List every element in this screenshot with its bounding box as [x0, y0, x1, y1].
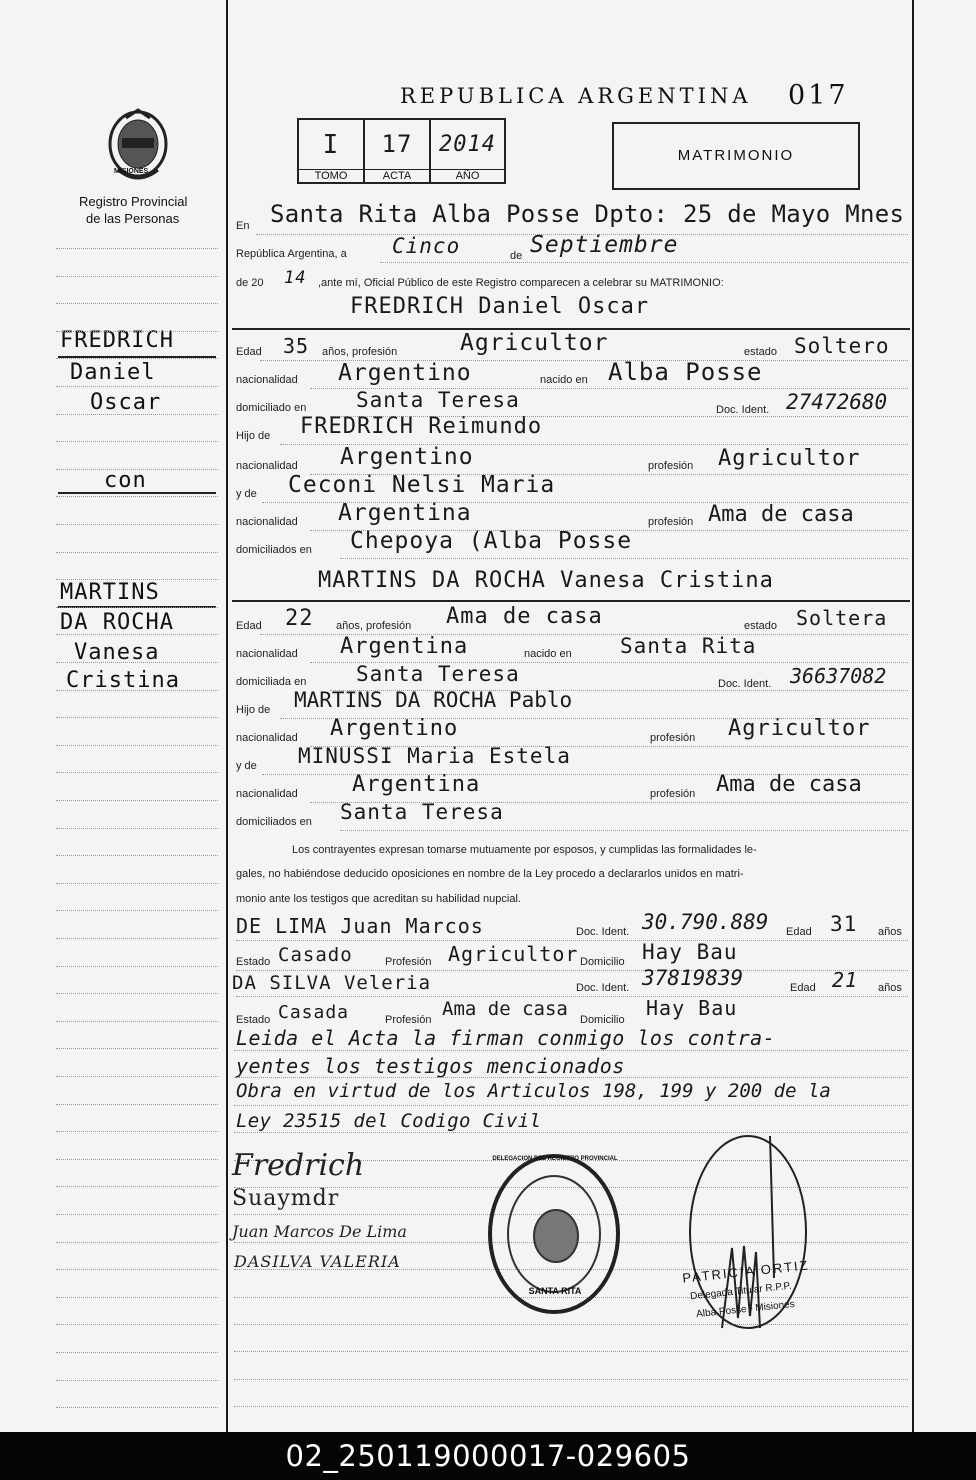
body-rule-line: [234, 1105, 908, 1106]
seal-ring-text: DELEGACION DEL REGISTRO PROVINCIAL: [492, 1156, 618, 1162]
margin-rule-line: [56, 1214, 218, 1215]
margin-bride-surname1: MARTINS: [60, 580, 160, 605]
bride-estado: Soltera: [796, 606, 888, 630]
groom-domicilio: Santa Teresa: [356, 388, 520, 412]
witness2-estado-label: Estado: [236, 1014, 271, 1026]
groom-nac-label: nacionalidad: [236, 374, 298, 386]
bride-madre-nac: Argentina: [352, 772, 481, 797]
signature-bride: Suaymdr: [232, 1186, 340, 1211]
margin-rule-line: [56, 800, 218, 801]
witness1-estado: Casado: [278, 944, 353, 966]
field-rule: [380, 262, 908, 263]
margin-rule-line: [56, 496, 218, 497]
margin-rule-line: [56, 1407, 218, 1408]
month-value: Septiembre: [530, 232, 679, 258]
bride-padres-domicilio: Santa Teresa: [340, 800, 504, 824]
republica-label: República Argentina, a: [236, 248, 347, 260]
witness1-doc: 30.790.889: [642, 910, 769, 934]
margin-bride-name1: Vanesa: [74, 640, 160, 665]
margin-rule-line: [56, 855, 218, 856]
bride-padre-nac-label: nacionalidad: [236, 732, 298, 744]
bride-domic-label: domiciliada en: [236, 676, 307, 688]
witness2-edad: 21: [832, 968, 859, 992]
bride-padre: MARTINS DA ROCHA Pablo: [294, 688, 573, 712]
margin-rule-line: [56, 276, 218, 277]
year-prefix: de 20: [236, 277, 264, 289]
witness2-name: DA SILVA Veleria: [232, 972, 432, 994]
field-rule: [236, 996, 908, 997]
margin-rule-line: [56, 717, 218, 718]
groom-edad: 35: [283, 334, 310, 358]
groom-madre: Ceconi Nelsi Maria: [288, 472, 556, 498]
bride-doc-label: Doc. Ident.: [718, 678, 772, 690]
groom-doc: 27472680: [786, 390, 888, 414]
field-rule: [236, 940, 908, 941]
witness1-estado-label: Estado: [236, 956, 271, 968]
margin-rule-line: [56, 993, 218, 994]
groom-nacido: Alba Posse: [608, 358, 763, 386]
officer-location: Alba Posse - Misiones: [695, 1298, 796, 1321]
margin-rule-line: [56, 634, 218, 635]
margin-rule-line: [56, 441, 218, 442]
groom-madre-prof-label: profesión: [648, 516, 694, 528]
margin-bride-name2: Cristina: [66, 668, 180, 693]
body-rule-line: [234, 1077, 908, 1078]
margin-rule-line: [56, 1021, 218, 1022]
en-label: En: [236, 220, 250, 232]
margin-rule-line: [56, 303, 218, 304]
bride-padre-prof: Agricultor: [728, 716, 871, 741]
registry-name-line2: de las Personas: [86, 211, 180, 226]
witness1-profesion: Agricultor: [448, 942, 579, 966]
witness1-doc-label: Doc. Ident.: [576, 926, 630, 938]
bride-nacionalidad: Argentina: [340, 634, 469, 659]
bride-madre-prof-label: profesión: [650, 788, 696, 800]
witness2-dom-label: Domicilio: [580, 1014, 625, 1026]
note-line3: Obra en virtud de los Articulos 198, 199 y 200 de la: [236, 1080, 831, 1102]
field-rule: [340, 830, 908, 831]
bride-yde-label: y de: [236, 760, 257, 772]
witness1-name: DE LIMA Juan Marcos: [236, 914, 484, 938]
margin-rule-line: [56, 552, 218, 553]
margin-groom-name2: Oscar: [90, 390, 162, 415]
bride-full-name: MARTINS DA ROCHA Vanesa Cristina: [318, 568, 774, 593]
bride-domicilio: Santa Teresa: [356, 662, 520, 686]
margin-rule-line: [56, 524, 218, 525]
margin-rule-line: [56, 745, 218, 746]
margin-rule-line: [56, 579, 218, 580]
field-rule: [236, 970, 908, 971]
body-rule-line: [234, 1351, 908, 1352]
bride-padre-prof-label: profesión: [650, 732, 696, 744]
witness2-doc: 37819839: [642, 966, 744, 990]
margin-rule-line: [56, 1324, 218, 1325]
margin-underline: [58, 492, 216, 494]
margin-rule-line: [56, 883, 218, 884]
bride-padre-nac: Argentino: [330, 716, 459, 741]
groom-nacido-label: nacido en: [540, 374, 588, 386]
groom-domics-label: domiciliados en: [236, 544, 312, 556]
intro-text: ,ante mí, Oficial Público de este Registro comparecen a celebrar su MATRIMONIO:: [318, 277, 724, 289]
witness2-prof-label: Profesión: [385, 1014, 432, 1026]
margin-rule-line: [56, 828, 218, 829]
note-line2: yentes los testigos mencionados: [236, 1054, 625, 1078]
groom-hijo-label: Hijo de: [236, 430, 271, 442]
emblem-label: MISIONES: [114, 168, 149, 175]
margin-rule-line: [56, 1104, 218, 1105]
margin-rule-line: [56, 1269, 218, 1270]
margin-rule-line: [56, 386, 218, 387]
margin-rule-line: [56, 358, 218, 359]
margin-rule-line: [56, 910, 218, 911]
ano-value: 2014: [439, 132, 496, 157]
witness2-edad-label: Edad: [790, 982, 816, 994]
margin-groom-name1: Daniel: [70, 360, 156, 385]
groom-full-name: FREDRICH Daniel Oscar: [350, 294, 650, 319]
groom-anos-prof-label: años, profesión: [322, 346, 398, 358]
witness1-prof-label: Profesión: [385, 956, 432, 968]
bride-profesion: Ama de casa: [446, 604, 603, 629]
margin-bride-surname2: DA ROCHA: [60, 610, 174, 635]
witness1-dom-label: Domicilio: [580, 956, 625, 968]
note-line1: Leida el Acta la firman conmigo los contra-: [236, 1026, 776, 1050]
acta-label: ACTA: [365, 169, 429, 182]
bride-hijo-label: Hijo de: [236, 704, 271, 716]
margin-rule-line: [56, 772, 218, 773]
signature-groom: Fredrich: [232, 1148, 365, 1183]
tomo-box: [297, 118, 365, 184]
groom-edad-label: Edad: [236, 346, 262, 358]
officer-title: Delegada Titular R.P.P.: [689, 1280, 793, 1303]
bride-edad: 22: [285, 606, 314, 631]
groom-padre: FREDRICH Reimundo: [300, 414, 543, 439]
section-divider: [232, 600, 910, 602]
place-value: Santa Rita Alba Posse Dpto: 25 de Mayo Mnes: [270, 200, 905, 228]
document-title: REPUBLICA ARGENTINA: [400, 84, 752, 108]
groom-profesion: Agricultor: [460, 330, 609, 356]
groom-padre-prof-label: profesión: [648, 460, 694, 472]
margin-con: con: [104, 468, 147, 493]
bride-nac-label: nacionalidad: [236, 648, 298, 660]
bride-anos-prof-label: años, profesión: [336, 620, 412, 632]
bride-madre-prof: Ama de casa: [716, 772, 862, 797]
margin-rule-line: [56, 938, 218, 939]
bride-edad-label: Edad: [236, 620, 262, 632]
body-rule-line: [234, 1379, 908, 1380]
margin-rule-line: [56, 607, 218, 608]
margin-rule-line: [56, 469, 218, 470]
note-line4: Ley 23515 del Codigo Civil: [236, 1110, 542, 1132]
signature-witness1: Juan Marcos De Lima: [232, 1222, 407, 1241]
witness1-anos-label: años: [878, 926, 902, 938]
body-rule-line: [234, 1050, 908, 1051]
matrimonio-box: [612, 122, 860, 190]
groom-estado: Soltero: [794, 334, 890, 358]
witness2-domicilio: Hay Bau: [646, 996, 738, 1020]
tomo-value: I: [322, 130, 340, 160]
officer-name: PATRICIA ORTIZ: [681, 1257, 811, 1286]
margin-rule-line: [56, 966, 218, 967]
ano-label: AÑO: [431, 169, 504, 182]
bride-domics-label: domiciliados en: [236, 816, 312, 828]
groom-madre-prof: Ama de casa: [708, 502, 854, 527]
witness2-doc-label: Doc. Ident.: [576, 982, 630, 994]
declaration-line1: Los contrayentes expresan tomarse mutuamente por esposos, y cumplidas las formalidades le-: [292, 844, 757, 856]
groom-doc-label: Doc. Ident.: [716, 404, 770, 416]
groom-estado-label: estado: [744, 346, 778, 358]
groom-yde-label: y de: [236, 488, 257, 500]
day-value: Cinco: [392, 234, 461, 258]
witness2-estado: Casada: [278, 1002, 350, 1023]
tomo-label: TOMO: [299, 169, 363, 182]
groom-padre-nac: Argentino: [340, 444, 474, 470]
margin-rule-line: [56, 1352, 218, 1353]
acta-value: 17: [381, 130, 413, 158]
bride-madre-nac-label: nacionalidad: [236, 788, 298, 800]
margin-groom-surname: FREDRICH: [60, 328, 174, 353]
groom-madre-nac: Argentina: [338, 500, 472, 526]
groom-nacionalidad: Argentino: [338, 360, 472, 386]
margin-rule-line: [56, 1242, 218, 1243]
bride-madre: MINUSSI Maria Estela: [298, 744, 571, 768]
registry-seal: [484, 1150, 626, 1318]
matrimonio-label: MATRIMONIO: [677, 147, 795, 164]
field-rule: [340, 558, 908, 559]
bride-doc: 36637082: [790, 664, 887, 688]
margin-rule-line: [56, 248, 218, 249]
groom-domic-label: domiciliado en: [236, 402, 307, 414]
year-suffix: 14: [284, 268, 307, 288]
signature-witness2: DASILVA VALERIA: [234, 1252, 401, 1271]
witness1-edad: 31: [830, 912, 858, 936]
act-number: 017: [788, 80, 849, 111]
bride-nacido: Santa Rita: [620, 634, 757, 658]
document-code-footer: 02_250119000017-029605: [0, 1432, 976, 1480]
registry-name-line1: Registro Provincial: [79, 194, 188, 209]
witness2-anos-label: años: [878, 982, 902, 994]
de-label: de: [510, 250, 523, 262]
margin-rule-line: [56, 1076, 218, 1077]
margin-rule-line: [56, 1380, 218, 1381]
margin-rule-line: [56, 1297, 218, 1298]
right-border-line: [912, 0, 914, 1432]
groom-madre-nac-label: nacionalidad: [236, 516, 298, 528]
margin-rule-line: [56, 662, 218, 663]
witness1-domicilio: Hay Bau: [642, 940, 738, 964]
declaration-line2: gales, no habiéndose deducido oposiciones en nombre de la Ley procedo a declararlos unidos en matri-: [236, 868, 744, 880]
margin-border-line: [226, 0, 228, 1432]
seal-center-text: SANTA RITA: [528, 1286, 582, 1296]
bride-estado-label: estado: [744, 620, 778, 632]
groom-padre-nac-label: nacionalidad: [236, 460, 298, 472]
margin-rule-line: [56, 331, 218, 332]
margin-rule-line: [56, 690, 218, 691]
margin-rule-line: [56, 1186, 218, 1187]
witness2-profesion: Ama de casa: [442, 998, 568, 1020]
groom-padres-domicilio: Chepoya (Alba Posse: [350, 528, 633, 554]
margin-rule-line: [56, 414, 218, 415]
witness1-edad-label: Edad: [786, 926, 812, 938]
acta-box: [363, 118, 431, 184]
declaration-line3: monio ante los testigos que acreditan su habilidad nupcial.: [236, 893, 521, 905]
groom-padre-prof: Agricultor: [718, 446, 861, 471]
margin-rule-line: [56, 1159, 218, 1160]
margin-rule-line: [56, 1048, 218, 1049]
ano-box: [429, 118, 506, 184]
margin-rule-line: [56, 1131, 218, 1132]
bride-nacido-label: nacido en: [524, 648, 572, 660]
body-rule-line: [234, 1406, 908, 1407]
